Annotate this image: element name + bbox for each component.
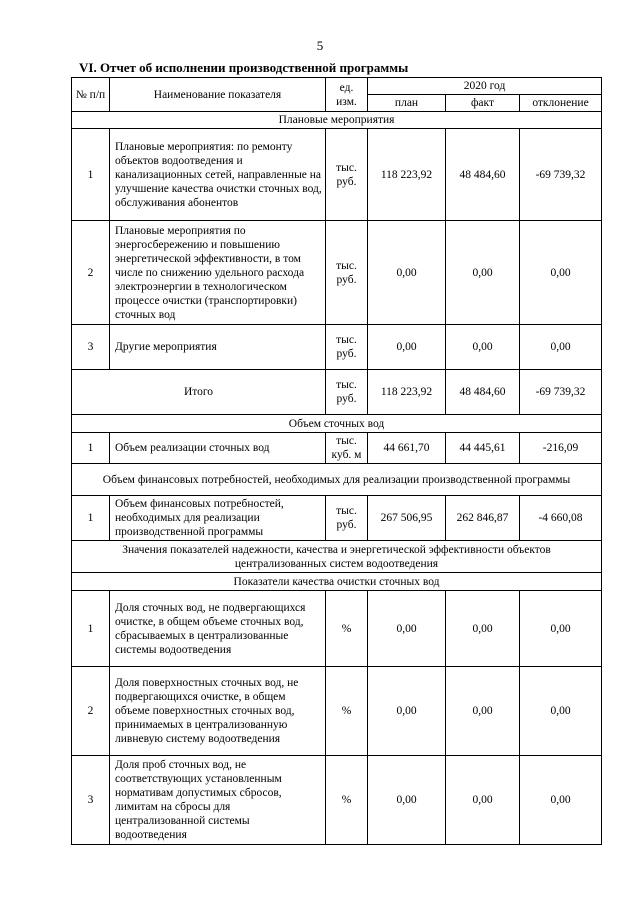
header-fact: факт — [446, 95, 520, 112]
row-fact: 0,00 — [446, 591, 520, 667]
row-plan: 267 506,95 — [368, 496, 446, 541]
row-deviation: -216,09 — [520, 433, 602, 464]
table-row — [72, 433, 602, 464]
row-deviation: -69 739,32 — [520, 129, 602, 221]
section-title: Объем финансовых потребностей, необходимых для реализации производственной программы — [72, 464, 602, 496]
table-row — [72, 756, 602, 845]
row-deviation: 0,00 — [520, 667, 602, 756]
table-header-row — [72, 78, 602, 95]
section-row-volume — [72, 415, 602, 433]
section-title: Значения показателей надежности, качества и энергетической эффективности объектов централизованных систем водоотведения — [72, 541, 602, 573]
row-deviation: -4 660,08 — [520, 496, 602, 541]
row-deviation: 0,00 — [520, 756, 602, 845]
row-name: Плановые мероприятия по энергосбережению и повышению энергетической эффективности, в том числе по снижению удельного расхода электроэнергии в технологическом процессе очистки (транспортировки) сточных вод — [110, 221, 326, 325]
table-row — [72, 496, 602, 541]
table-row — [72, 667, 602, 756]
row-name: Доля проб сточных вод, не соответствующих установленным нормативам допустимых сбросов, лимитам на сбросы для централизованной системы водоотведения — [110, 756, 326, 845]
row-num: 1 — [72, 129, 110, 221]
row-plan: 0,00 — [368, 591, 446, 667]
row-unit: тыс. руб. — [326, 221, 368, 325]
row-deviation: 0,00 — [520, 325, 602, 370]
row-unit: % — [326, 591, 368, 667]
row-unit: тыс. руб. — [326, 129, 368, 221]
section-row-planned — [72, 112, 602, 129]
row-plan: 0,00 — [368, 325, 446, 370]
row-unit: % — [326, 667, 368, 756]
row-num: 1 — [72, 433, 110, 464]
row-num: 3 — [72, 756, 110, 845]
header-unit: ед. изм. — [326, 78, 368, 112]
row-num: 2 — [72, 667, 110, 756]
row-fact: 0,00 — [446, 325, 520, 370]
row-fact: 48 484,60 — [446, 129, 520, 221]
row-plan: 44 661,70 — [368, 433, 446, 464]
row-deviation: 0,00 — [520, 591, 602, 667]
row-fact: 0,00 — [446, 667, 520, 756]
section-title: Показатели качества очистки сточных вод — [72, 573, 602, 591]
row-plan: 0,00 — [368, 221, 446, 325]
row-name: Объем финансовых потребностей, необходимых для реализации производственной программы — [110, 496, 326, 541]
header-year: 2020 год — [368, 78, 602, 95]
row-deviation: -69 739,32 — [520, 370, 602, 415]
row-fact: 48 484,60 — [446, 370, 520, 415]
page-number: 5 — [316, 38, 324, 53]
section-heading: VI. Отчет об исполнении производственной программы — [79, 60, 409, 75]
row-plan: 0,00 — [368, 667, 446, 756]
row-num: 1 — [72, 591, 110, 667]
header-name: Наименование показателя — [110, 78, 326, 112]
row-name: Другие мероприятия — [110, 325, 326, 370]
row-plan: 118 223,92 — [368, 129, 446, 221]
header-plan: план — [368, 95, 446, 112]
table-row — [72, 129, 602, 221]
table-row — [72, 221, 602, 325]
section-row-quality — [72, 573, 602, 591]
table-row — [72, 591, 602, 667]
row-plan: 118 223,92 — [368, 370, 446, 415]
row-unit: тыс. руб. — [326, 496, 368, 541]
header-num: № п/п — [72, 78, 110, 112]
row-name: Доля сточных вод, не подвергающихся очистке, в общем объеме сточных вод, сбрасываемых в централизованные системы водоотведения — [110, 591, 326, 667]
row-unit: тыс. руб. — [326, 325, 368, 370]
row-name: Доля поверхностных сточных вод, не подвергающихся очистке, в общем объеме поверхностных сточных вод, принимаемых в централизованную ливневую систему водоотведения — [110, 667, 326, 756]
section-title: Объем сточных вод — [72, 415, 602, 433]
row-num: 1 — [72, 496, 110, 541]
header-deviation: отклонение — [520, 95, 602, 112]
section-row-finance — [72, 464, 602, 496]
row-unit: % — [326, 756, 368, 845]
total-label: Итого — [72, 370, 326, 415]
row-num: 3 — [72, 325, 110, 370]
row-unit: тыс. руб. — [326, 370, 368, 415]
table-row — [72, 325, 602, 370]
row-num: 2 — [72, 221, 110, 325]
row-name: Плановые мероприятия: по ремонту объектов водоотведения и канализационных сетей, направленные на улучшение качества очистки сточных вод, обслуживания абонентов — [110, 129, 326, 221]
row-fact: 44 445,61 — [446, 433, 520, 464]
section-row-reliability — [72, 541, 602, 573]
row-unit: тыс. куб. м — [326, 433, 368, 464]
row-fact: 0,00 — [446, 221, 520, 325]
row-name: Объем реализации сточных вод — [110, 433, 326, 464]
row-fact: 0,00 — [446, 756, 520, 845]
production-program-report-table — [71, 77, 602, 845]
total-row — [72, 370, 602, 415]
row-deviation: 0,00 — [520, 221, 602, 325]
section-title: Плановые мероприятия — [72, 112, 602, 129]
row-fact: 262 846,87 — [446, 496, 520, 541]
row-plan: 0,00 — [368, 756, 446, 845]
